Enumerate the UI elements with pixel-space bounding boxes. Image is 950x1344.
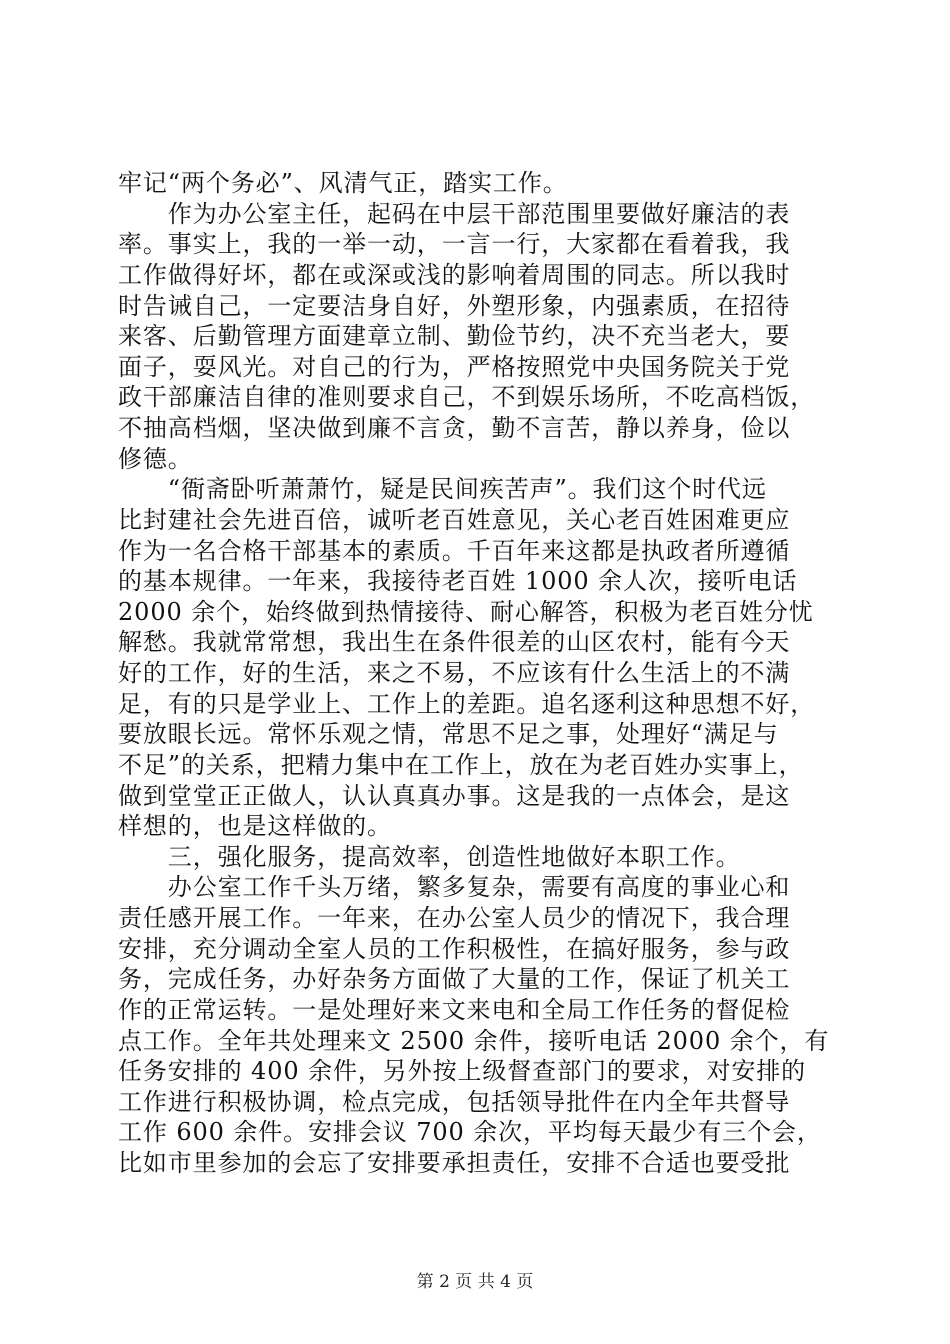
text-line: 好的工作，好的生活，来之不易，不应该有什么生活上的不满: [118, 659, 791, 687]
page-number-footer: 第 2 页 共 4 页: [416, 1272, 534, 1292]
text-line: 务，完成任务，办好杂务方面做了大量的工作，保证了机关工: [118, 965, 791, 993]
text-line: 政干部廉洁自律的准则要求自己，不到娱乐场所，不吃高档饭，: [118, 383, 816, 411]
text-line: 工作 600 余件。安排会议 700 余次，平均每天最少有三个会，: [118, 1118, 822, 1146]
text-line: 率。事实上，我的一举一动，一言一行，大家都在看着我，我: [118, 230, 791, 258]
text-line: 责任感开展工作。一年来，在办公室人员少的情况下，我合理: [118, 904, 791, 932]
text-line: 足，有的只是学业上、工作上的差距。追名逐利这种思想不好，: [118, 690, 816, 718]
text-line: 做到堂堂正正做人，认认真真办事。这是我的一点体会，是这: [118, 782, 791, 810]
text-line: “衙斋卧听萧萧竹，疑是民间疾苦声”。我们这个时代远: [118, 475, 767, 503]
text-line: 比如市里参加的会忘了安排要承担责任，安排不合适也要受批: [118, 1149, 791, 1177]
text-line: 牢记“两个务必”、风清气正，踏实工作。: [118, 169, 568, 197]
text-line: 修德。: [118, 445, 193, 473]
text-line: 时告诫自己，一定要洁身自好，外塑形象，内强素质，在招待: [118, 292, 791, 320]
text-line: 的基本规律。一年来，我接待老百姓 1000 余人次，接听电话: [118, 567, 798, 595]
text-line: 比封建社会先进百倍，诚听老百姓意见，关心老百姓困难更应: [118, 506, 791, 534]
text-line: 作为办公室主任，起码在中层干部范围里要做好廉洁的表: [118, 200, 791, 228]
text-line: 要放眼长远。常怀乐观之情，常思不足之事，处理好“满足与: [118, 720, 779, 748]
text-line: 工作做得好坏，都在或深或浅的影响着周围的同志。所以我时: [118, 261, 791, 289]
text-line: 2000 余个，始终做到热情接待、耐心解答，积极为老百姓分忧: [118, 598, 814, 626]
text-line: 不足”的关系，把精力集中在工作上，放在为老百姓办实事上，: [118, 751, 804, 779]
text-line: 三，强化服务，提高效率，创造性地做好本职工作。: [118, 843, 741, 871]
text-line: 面子，耍风光。对自己的行为，严格按照党中央国务院关于党: [118, 353, 791, 381]
text-line: 解愁。我就常常想，我出生在条件很差的山区农村，能有今天: [118, 628, 791, 656]
text-line: 样想的，也是这样做的。: [118, 812, 392, 840]
text-line: 不抽高档烟，坚决做到廉不言贪，勤不言苦，静以养身，俭以: [118, 414, 791, 442]
text-line: 作为一名合格干部基本的素质。千百年来这都是执政者所遵循: [118, 537, 791, 565]
text-line: 点工作。全年共处理来文 2500 余件，接听电话 2000 余个，有: [118, 1027, 830, 1055]
text-line: 来客、后勤管理方面建章立制、勤俭节约，决不充当老大，要: [118, 322, 791, 350]
text-line: 安排，充分调动全室人员的工作积极性，在搞好服务，参与政: [118, 935, 791, 963]
text-line: 办公室工作千头万绪，繁多复杂，需要有高度的事业心和: [118, 873, 791, 901]
text-line: 作的正常运转。一是处理好来文来电和全局工作任务的督促检: [118, 996, 791, 1024]
text-line: 工作进行积极协调，检点完成，包括领导批件在内全年共督导: [118, 1088, 791, 1116]
text-line: 任务安排的 400 余件，另外按上级督查部门的要求，对安排的: [118, 1057, 807, 1085]
